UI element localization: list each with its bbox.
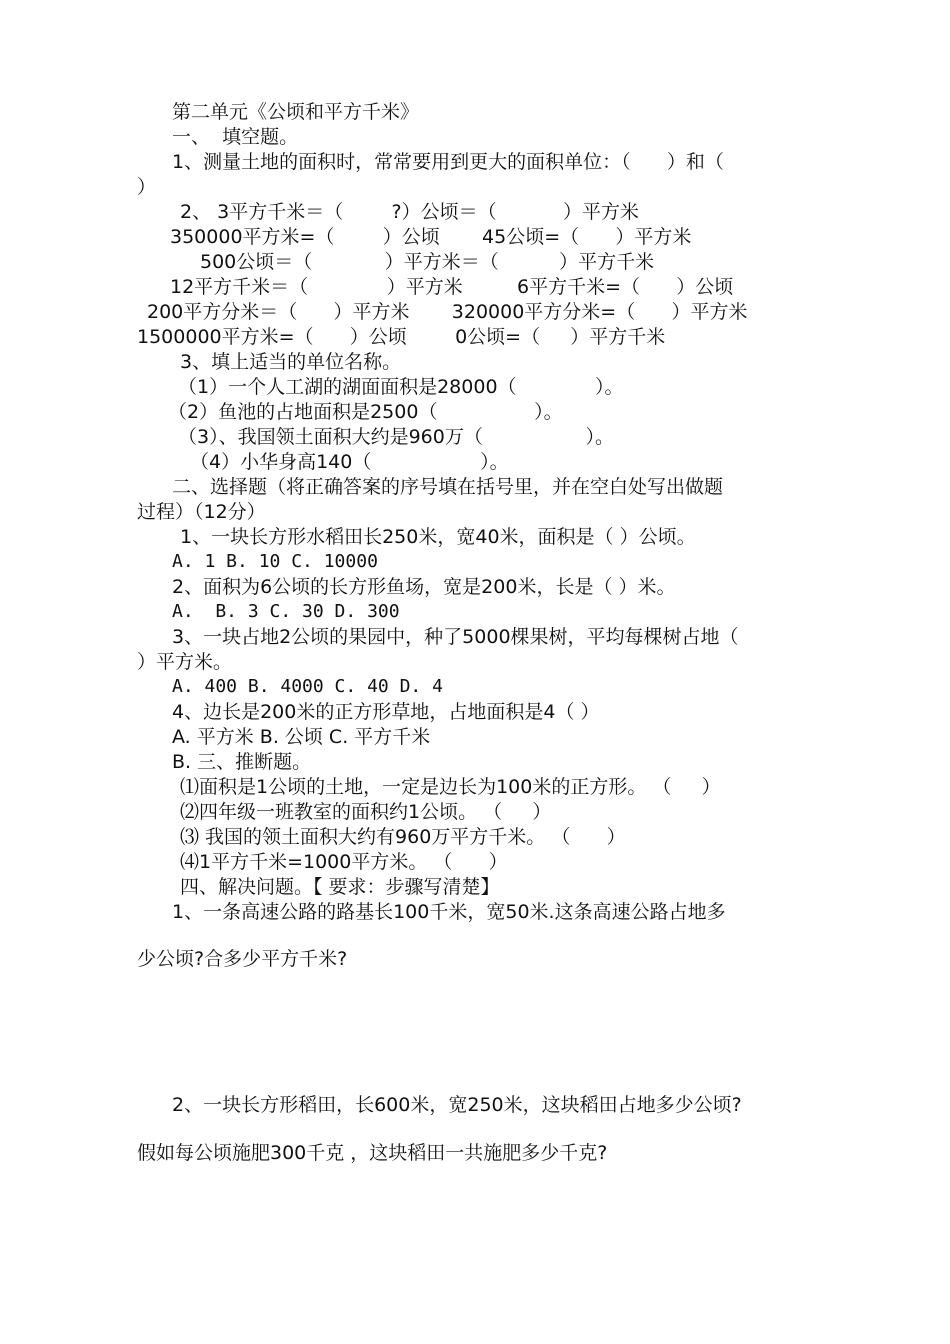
section4-heading: 四、解决问题。【 要求：步骤写清楚】 [180, 876, 500, 898]
judge-item: ⑷1平方千米=1000平方米。 （ ） [180, 851, 508, 873]
fill-question-3-item: （3）、我国领土面积大约是960万（ ）。 [178, 426, 615, 448]
page-title: 第二单元《公顷和平方千米》 [172, 101, 420, 123]
solve-question-1: 1、一条高速公路的路基长100千米，宽50米.这条高速公路占地多 [172, 901, 726, 923]
judge-item: ⑵四年级一班教室的面积约1公顷。 （ ） [180, 801, 552, 823]
choice-options: A. B. 3 C. 30 D. 300 [172, 601, 400, 622]
fill-question-2-line: 12平方千米＝（ ）平方米 6平方千米=（ ）公顷 [170, 276, 734, 298]
section2-heading: 二、选择题（将正确答案的序号填在括号里，并在空白处写出做题 [172, 476, 724, 498]
choice-item: 2、面积为6公顷的长方形鱼场，宽是200米，长是（ ）米。 [172, 576, 676, 598]
choice-item: 1、一块长方形水稻田长250米，宽40米，面积是（ ）公顷。 [180, 526, 696, 548]
fill-question-1a: 1、测量土地的面积时，常常要用到更大的面积单位：（ ）和（ [172, 151, 724, 173]
section2-heading-cont: 过程）（12分） [137, 501, 266, 523]
judge-item: ⑶ 我国的领土面积大约有960万平方千米。 （ ） [180, 826, 626, 848]
section1-heading: 一、 填空题。 [172, 126, 299, 148]
choice-item-cont: ）平方米。 [137, 651, 233, 673]
fill-question-2-line: 1500000平方米=（ ）公顷 0公顷=（ ）平方千米 [137, 326, 666, 348]
section3-heading: B. 三、推断题。 [172, 751, 312, 773]
choice-options: A. 1 B. 10 C. 10000 [172, 551, 378, 572]
fill-question-2-line: 2、 3平方千米＝（ ?）公顷＝（ ）平方米 [180, 201, 640, 223]
fill-question-2-line: 350000平方米=（ ）公顷 45公顷=（ ）平方米 [170, 226, 692, 248]
choice-item: 4、边长是200米的正方形草地，占地面积是4（ ） [172, 701, 600, 723]
judge-item: ⑴面积是1公顷的土地，一定是边长为100米的正方形。 （ ） [180, 776, 721, 798]
fill-question-3-item: （4）小华身高140（ ）。 [190, 451, 509, 473]
fill-question-3-item: （1）一个人工湖的湖面面积是28000（ ）。 [178, 376, 624, 398]
choice-item: 3、一块占地2公顷的果园中，种了5000棵果树，平均每棵树占地（ [172, 626, 739, 648]
fill-question-2-line: 200平方分米＝（ ）平方米 320000平方分米=（ ）平方米 [147, 301, 748, 323]
fill-question-3-title: 3、填上适当的单位名称。 [180, 351, 402, 373]
fill-question-1b: ） [137, 176, 157, 198]
solve-question-2: 2、一块长方形稻田，长600米，宽250米，这块稻田占地多少公顷? [172, 1094, 742, 1116]
fill-question-3-item: （2）鱼池的占地面积是2500（ ）。 [168, 401, 563, 423]
solve-question-1-cont: 少公顷?合多少平方千米? [137, 948, 348, 970]
choice-options: A. 400 B. 4000 C. 40 D. 4 [172, 676, 443, 697]
choice-options: A. 平方米 B. 公顷 C. 平方千米 [172, 726, 431, 748]
solve-question-2-cont: 假如每公顷施肥300千克 ，这块稻田一共施肥多少千克? [137, 1142, 608, 1164]
fill-question-2-line: 500公顷＝（ ）平方米＝（ ）平方千米 [200, 251, 655, 273]
